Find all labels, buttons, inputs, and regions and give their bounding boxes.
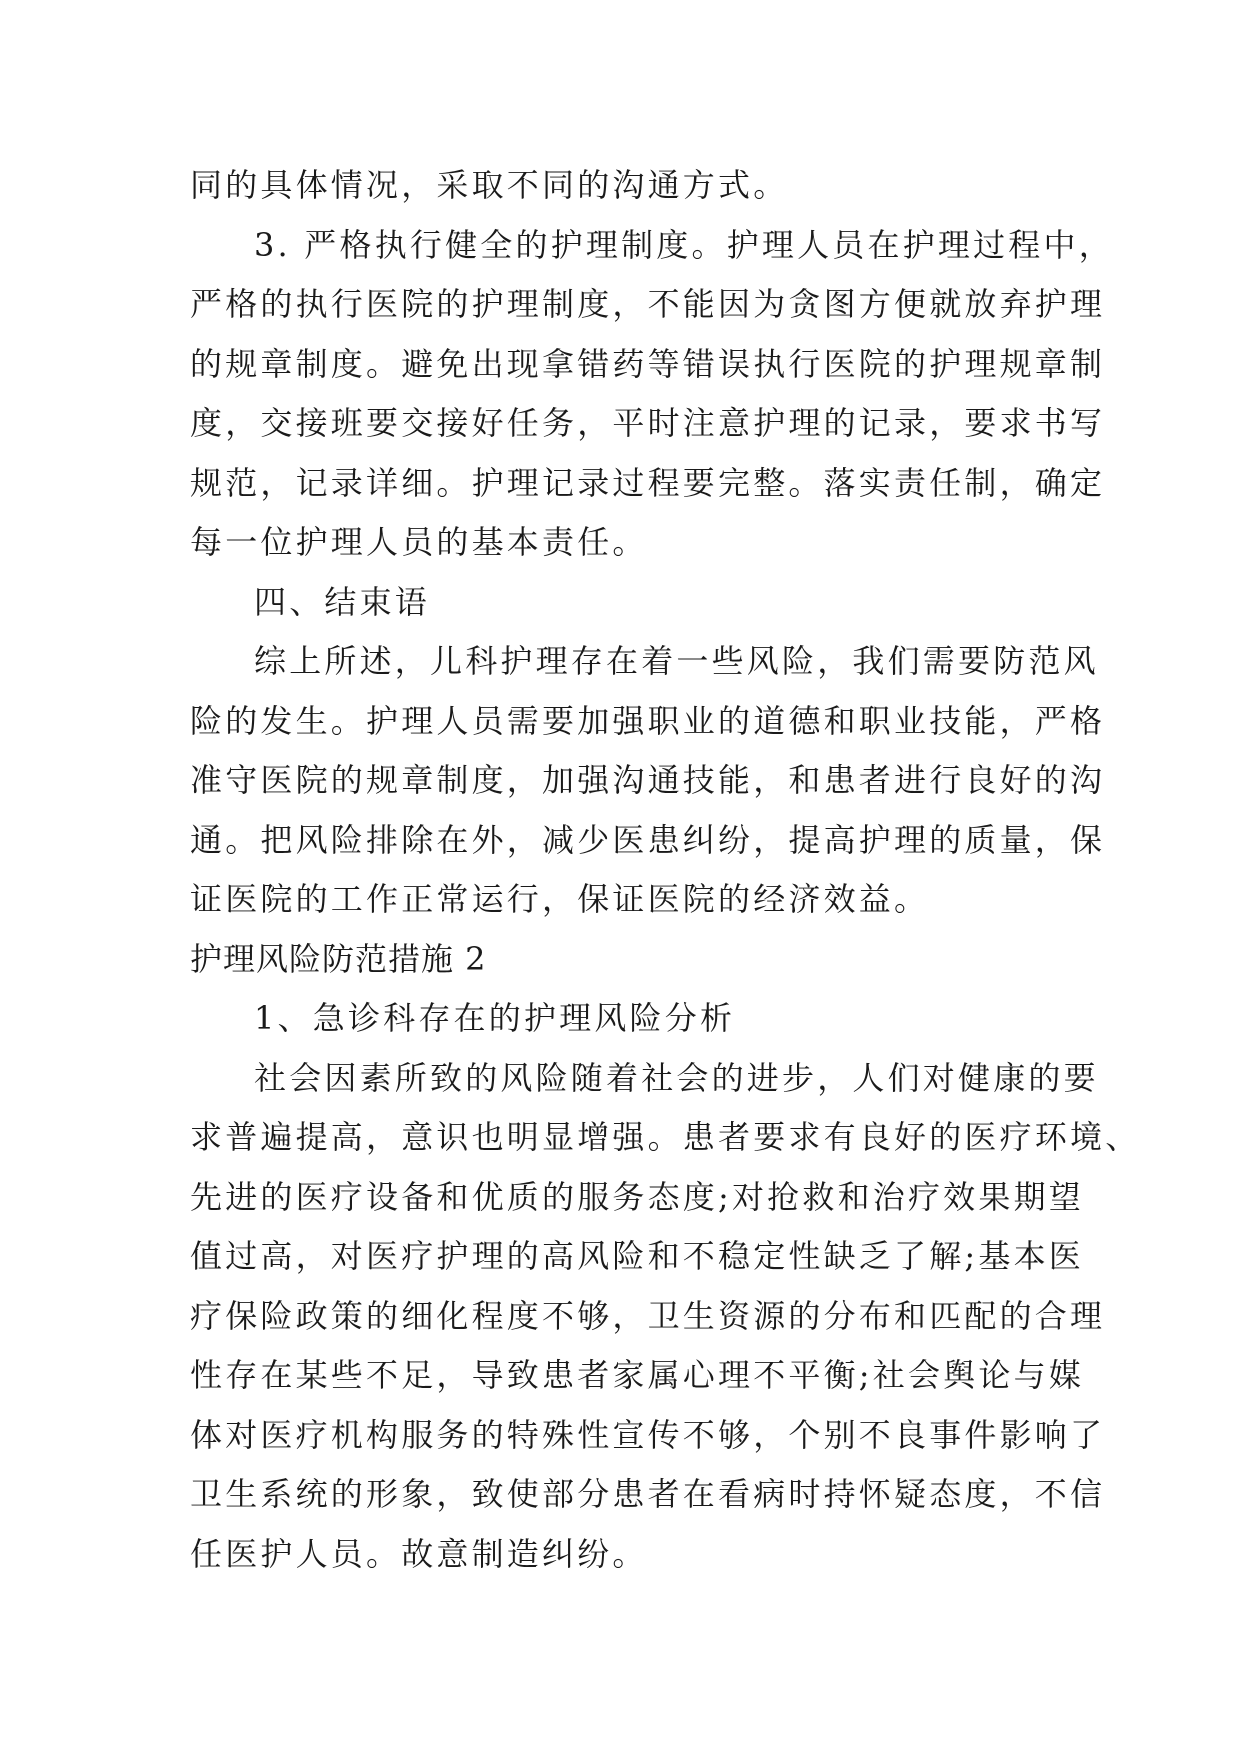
text-line: 卫生系统的形象，致使部分患者在看病时持怀疑态度，不信	[190, 1475, 1106, 1513]
text-line: 任医护人员。故意制造纠纷。	[190, 1534, 648, 1573]
text-line: 准守医院的规章制度，加强沟通技能，和患者进行良好的沟	[190, 761, 1106, 799]
text-line: 四、结束语	[254, 582, 431, 621]
text-line: 严格的执行医院的护理制度，不能因为贪图方便就放弃护理	[190, 285, 1106, 323]
text-line: 每一位护理人员的基本责任。	[190, 523, 648, 561]
text-line: 社会因素所致的风险随着社会的进步，人们对健康的要	[254, 1058, 1099, 1097]
text-line: 证医院的工作正常运行，保证医院的经济效益。	[190, 880, 930, 918]
text-line: 险的发生。护理人员需要加强职业的道德和职业技能，严格	[190, 701, 1106, 740]
text-line: 3. 严格执行健全的护理制度。护理人员在护理过程中，	[254, 225, 1114, 264]
text-line: 性存在某些不足，导致患者家属心理不平衡;社会舆论与媒	[190, 1356, 1084, 1394]
text-line: 通。把风险排除在外，减少医患纠纷，提高护理的质量，保	[190, 820, 1106, 859]
text-line: 值过高，对医疗护理的高风险和不稳定性缺乏了解;基本医	[190, 1237, 1084, 1275]
text-line: 体对医疗机构服务的特殊性宣传不够，个别不良事件影响了	[190, 1415, 1106, 1454]
document-body	[190, 156, 1141, 1584]
text-line: 度，交接班要交接好任务，平时注意护理的记录，要求书写	[190, 404, 1106, 442]
text-line: 规范，记录详细。护理记录过程要完整。落实责任制，确定	[190, 463, 1106, 502]
text-line: 1、急诊科存在的护理风险分析	[254, 999, 736, 1037]
section-heading: 护理风险防范措施 2	[190, 939, 487, 978]
text-line: 同的具体情况，采取不同的沟通方式。	[190, 166, 789, 204]
text-line: 先进的医疗设备和优质的服务态度;对抢救和治疗效果期望	[190, 1177, 1084, 1216]
text-line: 求普遍提高，意识也明显增强。患者要求有良好的医疗环境、	[190, 1118, 1141, 1156]
text-line: 综上所述，儿科护理存在着一些风险，我们需要防范风	[254, 642, 1099, 680]
text-line: 疗保险政策的细化程度不够，卫生资源的分布和匹配的合理	[190, 1296, 1106, 1335]
text-line: 的规章制度。避免出现拿错药等错误执行医院的护理规章制	[190, 344, 1106, 383]
